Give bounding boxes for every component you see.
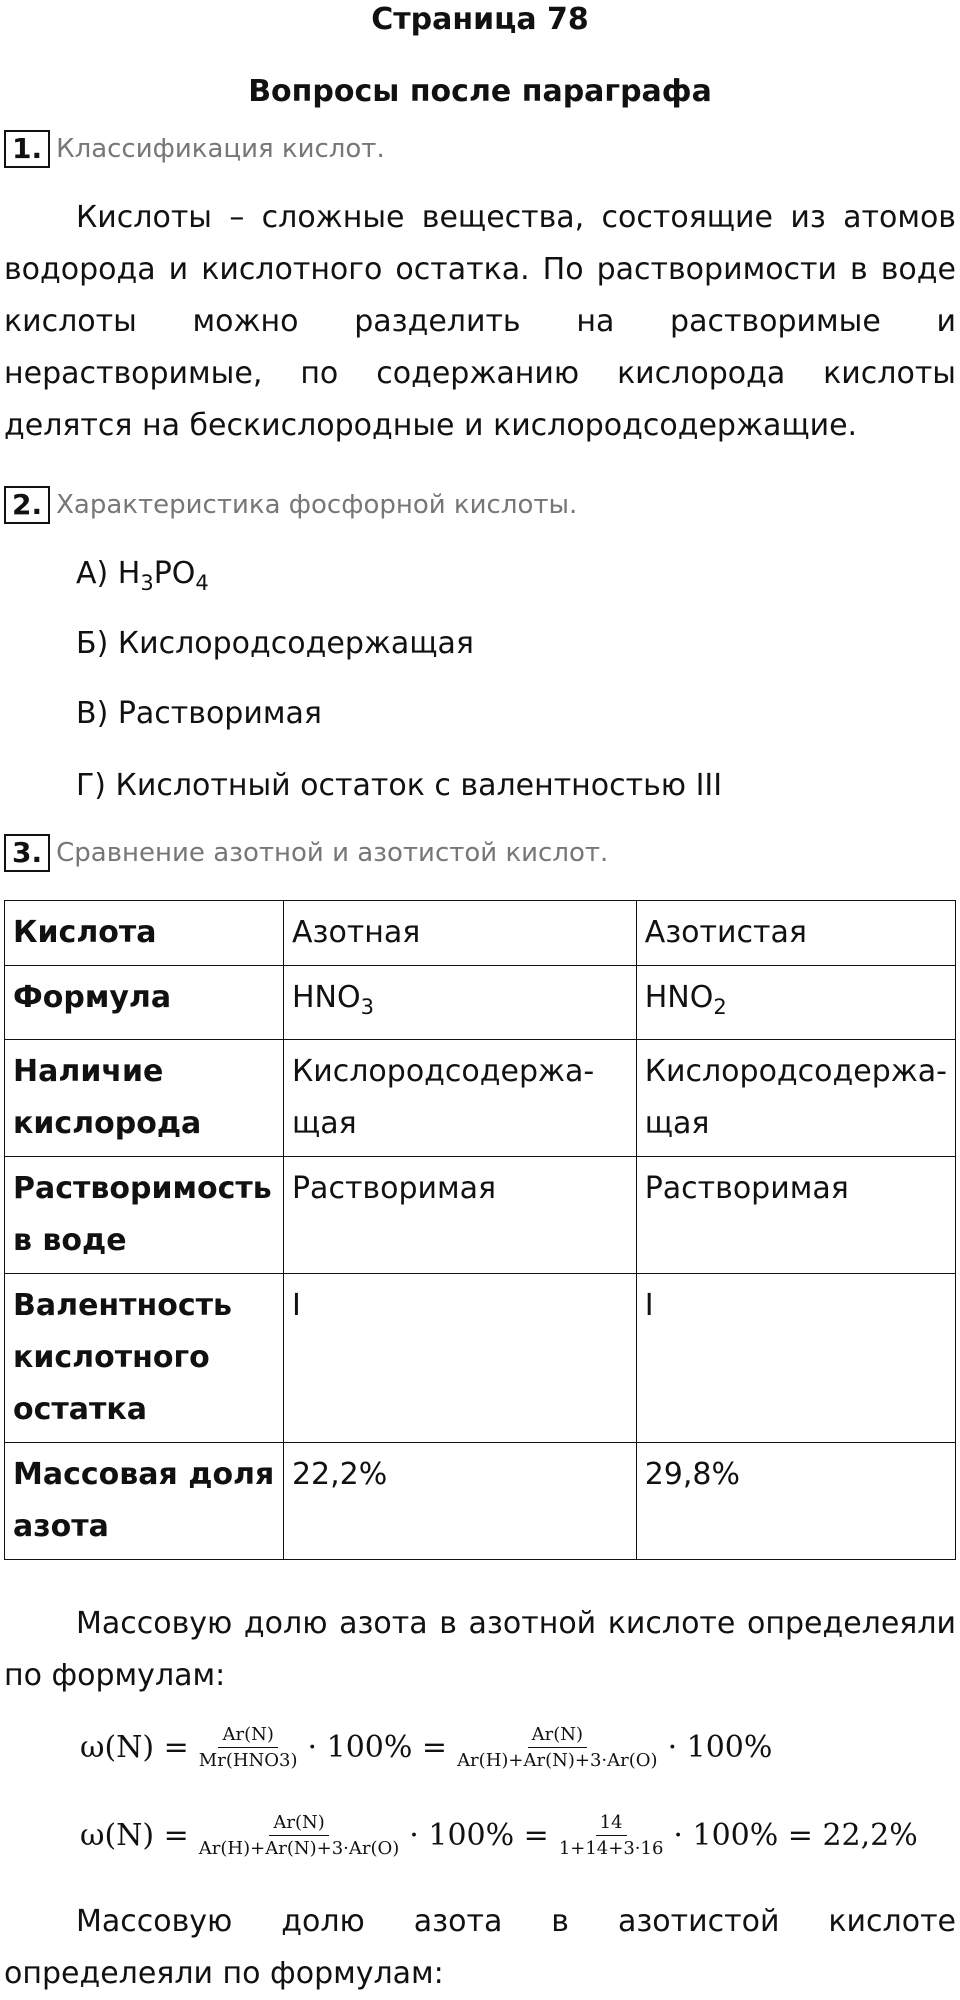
table-row xyxy=(5,1274,956,1443)
table-cell: 29,8% xyxy=(636,1443,955,1560)
row-header: Растворимость в воде xyxy=(5,1157,284,1274)
table-cell: Растворимая xyxy=(283,1157,636,1274)
table-cell: Кислородсодержа-щая xyxy=(283,1040,636,1157)
table-cell: Кислородсодержа-щая xyxy=(636,1040,955,1157)
question-text: Характеристика фосфорной кислоты. xyxy=(56,490,578,520)
question-text: Классификация кислот. xyxy=(56,134,385,164)
table-cell: 22,2% xyxy=(283,1443,636,1560)
formula-2: ω(N) = $\frac{Ar(N)}{Ar(H)+Ar(N)+3\cdot Ar(O)}$ · 100% = $\frac{14}{1+14+3\cdot 16}$ · 100% = 22,2% xyxy=(80,1812,918,1859)
question-number: 3. xyxy=(4,834,50,872)
formula-intro-2: Массовую долю азота в азотистой кислоте определеяли по формулам: xyxy=(4,1904,956,1991)
table-cell: Растворимая xyxy=(636,1157,955,1274)
row-header: Наличие кислорода xyxy=(5,1040,284,1157)
question-number: 2. xyxy=(4,486,50,524)
table-row xyxy=(5,966,956,1040)
section-title: Вопросы после параграфа xyxy=(248,74,712,109)
table-cell: Азотистая xyxy=(636,901,955,966)
table-cell: Азотная xyxy=(283,901,636,966)
answer-1-text: Кислоты – сложные вещества, состоящие из атомов водорода и кислотного остатка. По растворимости в воде кислоты можно разделить на растворимые и нерастворимые, по содержанию кислорода кислоты делятся на бескислородные и кислородсодержащие. xyxy=(4,200,956,443)
question-2 xyxy=(4,484,577,526)
table-row xyxy=(5,901,956,966)
table-row xyxy=(5,1157,956,1274)
answer-2c: В) Растворимая xyxy=(76,696,322,731)
question-text: Сравнение азотной и азотистой кислот. xyxy=(56,838,609,868)
answer-1 xyxy=(4,192,956,452)
answer-2b: Б) Кислородсодержащая xyxy=(76,626,474,661)
question-3 xyxy=(4,832,608,874)
table-cell: I xyxy=(636,1274,955,1443)
table-row xyxy=(5,1040,956,1157)
answer-2a: А) $H_3PO_4$ xyxy=(76,556,209,595)
row-header: Массовая доля азота xyxy=(5,1443,284,1560)
question-number: 1. xyxy=(4,130,50,168)
table-cell: $HNO_3$ xyxy=(283,966,636,1040)
formula-1: ω(N) = $\frac{Ar(N)}{\text{Mr(HNO3)}}$ · 100% = $\frac{Ar(N)}{Ar(H)+Ar(N)+3\cdot Ar(O)}$ · 100% xyxy=(80,1724,773,1771)
row-header: Валентность кислотного остатка xyxy=(5,1274,284,1443)
page-title: Страница 78 xyxy=(371,2,589,37)
question-1 xyxy=(4,128,385,170)
answer-2d: Г) Кислотный остаток с валентностью III xyxy=(76,768,723,803)
table-cell: I xyxy=(283,1274,636,1443)
row-header: Кислота xyxy=(5,901,284,966)
table-row xyxy=(5,1443,956,1560)
acid-comparison-table xyxy=(4,900,956,1560)
table-cell: $HNO_2$ xyxy=(636,966,955,1040)
row-header: Формула xyxy=(5,966,284,1040)
formula-intro-1: Массовую долю азота в азотной кислоте определеяли по формулам: xyxy=(4,1606,956,1693)
